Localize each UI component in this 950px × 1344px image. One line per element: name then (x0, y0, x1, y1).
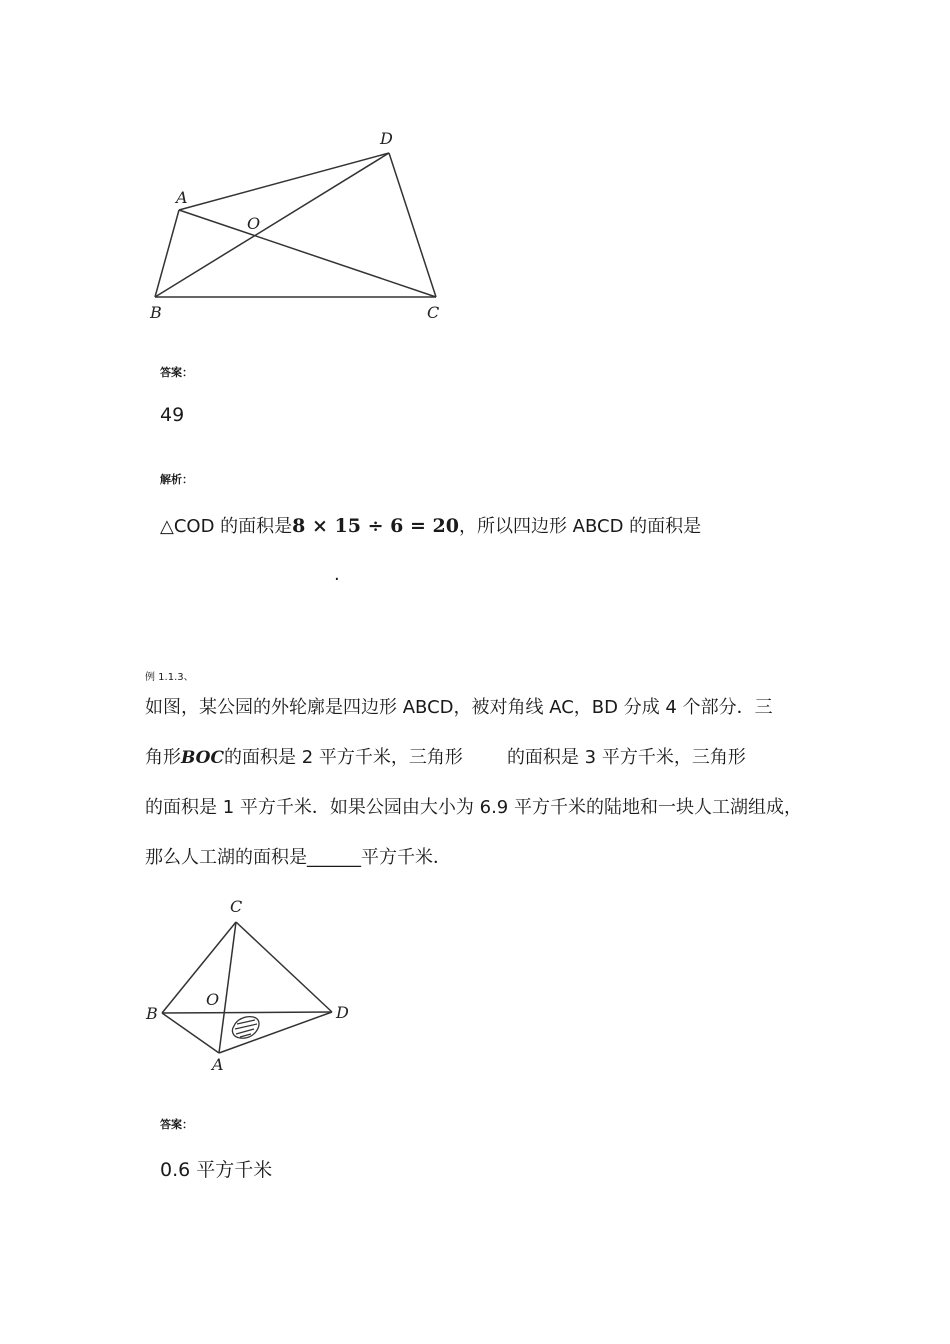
label-o: O (206, 990, 220, 1009)
figure-quadrilateral-abcd (130, 115, 460, 330)
figure-park-quadrilateral (140, 890, 360, 1080)
example-line-2-a: 角形 (145, 747, 181, 768)
label-d: D (380, 129, 393, 148)
label-d: D (336, 1003, 349, 1022)
analysis-label: 解析： (160, 473, 193, 486)
lake-shape (232, 1017, 259, 1039)
example-line-2 (145, 743, 746, 769)
edge-bc (162, 922, 236, 1013)
label-a: A (212, 1055, 224, 1074)
analysis-prefix: △COD 的面积是 (160, 516, 293, 537)
analysis-formula: 8 × 15 ÷ 6 = 20 (292, 515, 459, 537)
answer-value-2: 0.6 平方千米 (160, 1159, 273, 1181)
label-c: C (427, 303, 440, 322)
label-o: O (247, 214, 261, 233)
triangle-boc: BOC (181, 748, 225, 768)
example-line-3: 的面积是 1 平方千米．如果公园由大小为 6.9 平方千米的陆地和一块人工湖组成， (145, 797, 802, 818)
edge-cd (236, 922, 332, 1012)
example-number: 例 1.1.3、 (145, 672, 194, 683)
diagonal-ac (179, 210, 436, 297)
label-a: A (176, 188, 188, 207)
analysis-trailing-dot: . (334, 564, 340, 585)
example-line-4: 那么人工湖的面积是______平方千米． (145, 847, 451, 868)
example-line-2-c: 的面积是 3 平方千米，三角形 (506, 747, 746, 768)
example-line-1: 如图，某公园的外轮廓是四边形 ABCD，被对角线 AC，BD 分成 4 个部分．三 (145, 697, 773, 718)
edge-dc (389, 153, 436, 297)
label-b: B (150, 303, 162, 322)
edge-ad (179, 153, 389, 210)
diagonal-bd (155, 153, 389, 297)
label-b: B (146, 1004, 158, 1023)
analysis-suffix: ，所以四边形 ABCD 的面积是 (458, 516, 702, 537)
diagonal-bd (162, 1012, 332, 1013)
example-line-2-b: 的面积是 2 平方千米，三角形 (224, 747, 463, 768)
label-c: C (230, 897, 243, 916)
edge-ab (162, 1013, 219, 1053)
analysis-text (160, 512, 701, 538)
answer-value: 49 (160, 404, 185, 426)
answer-label: 答案： (160, 366, 193, 379)
answer-label-2: 答案： (160, 1118, 193, 1131)
